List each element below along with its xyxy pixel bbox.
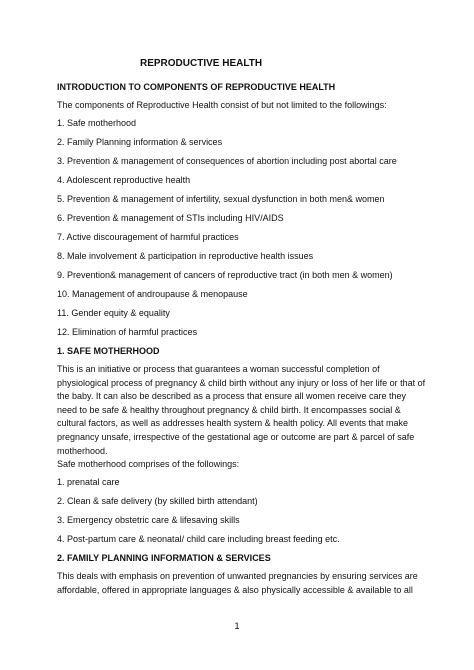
section-heading-safe-motherhood: 1. SAFE MOTHERHOOD (57, 346, 160, 356)
list-item: 5. Prevention & management of infertility, sexual dysfunction in both men& women (57, 194, 385, 204)
intro-text: The components of Reproductive Health consist of but not limited to the followings: (57, 100, 387, 110)
document-title: REPRODUCTIVE HEALTH (140, 58, 263, 69)
safe-motherhood-comprises-text: Safe motherhood comprises of the followings: (57, 459, 240, 469)
list-item: 1. Safe motherhood (57, 118, 137, 128)
list-item: 2. Family Planning information & services (57, 137, 223, 147)
list-item: 4. Adolescent reproductive health (57, 175, 191, 185)
list-item: 7. Active discouragement of harmful practices (57, 232, 239, 242)
list-item: 6. Prevention & management of STIs including HIV/AIDS (57, 213, 284, 223)
intro-heading: INTRODUCTION TO COMPONENTS OF REPRODUCTIVE HEALTH (57, 82, 336, 92)
list-item: 10. Management of androupause & menopause (57, 289, 248, 299)
section-heading-family-planning: 2. FAMILY PLANNING INFORMATION & SERVICES (57, 553, 271, 563)
list-item: 3. Emergency obstetric care & lifesaving skills (57, 515, 240, 525)
list-item: 4. Post-partum care & neonatal/ child care including breast feeding etc. (57, 534, 340, 544)
list-item: 1. prenatal care (57, 477, 120, 487)
family-planning-paragraph: This deals with emphasis on prevention of unwanted pregnancies by ensuring services are affordable, offered in appropriate languages & also physically accessible & available to all (57, 571, 418, 595)
list-item: 11. Gender equity & equality (57, 308, 170, 318)
list-item: 2. Clean & safe delivery (by skilled birth attendant) (57, 496, 258, 506)
list-item: 8. Male involvement & participation in reproductive health issues (57, 251, 314, 261)
list-item: 9. Prevention& management of cancers of reproductive tract (in both men & women) (57, 270, 393, 280)
list-item: 3. Prevention & management of consequences of abortion including post abortal care (57, 156, 397, 166)
page-number: 1 (234, 621, 240, 631)
list-item: 12. Elimination of harmful practices (57, 327, 198, 337)
safe-motherhood-paragraph: This is an initiative or process that guarantees a woman successful completion of physiological process of pregnancy & child birth without any injury or loss of her life or that of the baby. It can also be described as a process that ensure all women receive care they need to be safe & healthy throughout pregnancy & child birth. It encompasses social & cultural factors, as well as addresses health system & health policy. All events that make pregnancy unsafe, irrespective of the gestational age or outcome are part & parcel of safe motherhood. (57, 364, 426, 456)
